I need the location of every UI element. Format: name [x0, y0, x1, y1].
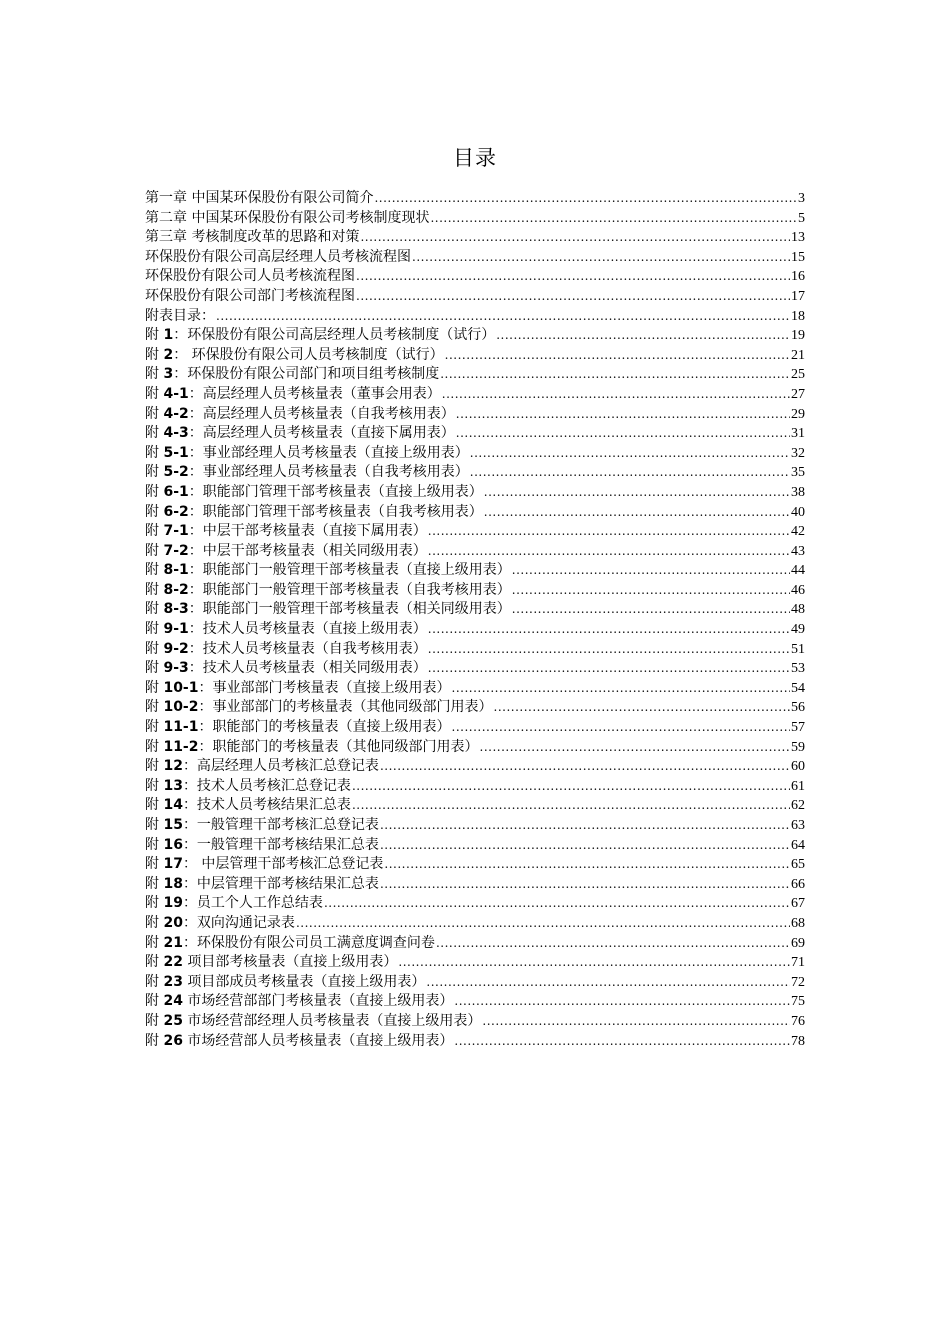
dot-leader [428, 659, 790, 679]
toc-entry-text: ：环保股份有限公司员工满意度调查问卷 [182, 934, 435, 951]
appendix-number: 11-2 [163, 738, 199, 755]
appendix-number: 7-2 [163, 542, 189, 559]
toc-page-number: 60 [791, 759, 805, 775]
toc-page-number: 35 [791, 465, 805, 481]
toc-entry-text: ：事业部部门的考核量表（其他同级部门用表） [198, 699, 493, 716]
toc-page-number: 32 [791, 445, 805, 461]
toc-entry-text: ：中层干部考核量表（相关同级用表） [188, 542, 427, 559]
toc-entry-text: ：技术人员考核结果汇总表 [182, 797, 351, 814]
toc-entry-text: ：高层经理人员考核量表（直接下属用表） [188, 425, 455, 442]
dot-leader [456, 405, 790, 425]
toc-entry[interactable] [145, 365, 805, 385]
appendix-prefix: 附 [145, 875, 164, 892]
toc-page-number: 69 [791, 935, 805, 951]
toc-page-number: 71 [791, 955, 805, 971]
toc-entry[interactable] [145, 346, 805, 366]
appendix-number: 16 [163, 836, 183, 853]
dot-leader [484, 503, 790, 523]
toc-entry-text: 市场经营部人员考核量表（直接上级用表） [182, 1032, 454, 1049]
toc-page-number: 31 [791, 426, 805, 442]
toc-entry[interactable] [145, 875, 805, 895]
toc-entry-text: ：一般管理干部考核汇总登记表 [182, 817, 379, 833]
toc-page-number: 13 [791, 230, 805, 246]
appendix-number: 2 [163, 346, 174, 363]
dot-leader [398, 953, 790, 973]
dot-leader [496, 326, 790, 346]
toc-entry[interactable] [145, 894, 805, 914]
toc-page-number: 18 [791, 308, 805, 324]
toc-entry[interactable] [145, 738, 805, 758]
toc-entry-text: ：职能部门的考核量表（直接上级用表） [198, 719, 451, 736]
dot-leader [452, 679, 791, 699]
toc-entry-text: ：环保股份有限公司部门和项目组考核制度 [173, 366, 440, 383]
appendix-number: 10-1 [163, 679, 199, 696]
appendix-prefix: 附 [145, 1032, 164, 1049]
toc-entry-label [145, 796, 351, 816]
toc-page-number: 25 [791, 367, 805, 383]
toc-entry[interactable] [145, 934, 805, 954]
toc-page-number: 17 [791, 288, 805, 304]
appendix-prefix: 附 [145, 758, 164, 775]
toc-page-number: 56 [791, 700, 805, 716]
toc-entry-text: ：事业部经理人员考核量表（自我考核用表） [188, 464, 469, 481]
appendix-number: 6-1 [163, 483, 189, 500]
dot-leader [384, 855, 790, 875]
toc-entry-text: 环保股份有限公司部门考核流程图 [145, 287, 355, 304]
toc-entry-label [145, 248, 411, 268]
toc-entry[interactable] [145, 796, 805, 816]
appendix-prefix: 附 [145, 464, 164, 481]
toc-entry-label [145, 738, 479, 758]
dot-leader [412, 248, 790, 268]
toc-page-number: 63 [791, 818, 805, 833]
toc-entry-text: 市场经营部部门考核量表（直接上级用表） [182, 993, 454, 1010]
appendix-prefix: 附 [145, 444, 164, 461]
appendix-number: 12 [163, 758, 183, 775]
toc-entry-label [145, 483, 483, 503]
toc-page-number: 64 [791, 837, 805, 853]
toc-entry-label [145, 600, 511, 620]
toc-entry[interactable] [145, 1032, 805, 1052]
appendix-prefix: 附 [145, 914, 164, 931]
toc-entry-label [145, 777, 351, 797]
toc-entry-label [145, 444, 469, 464]
toc-entry-label [145, 463, 469, 483]
toc-page-number: 57 [791, 720, 805, 736]
toc-entry-text: 项目部考核量表（直接上级用表） [182, 954, 398, 971]
dot-leader [380, 836, 790, 856]
appendix-prefix: 附 [145, 621, 164, 638]
toc-entry[interactable] [145, 287, 805, 307]
dot-leader [428, 620, 790, 640]
toc-page-number: 48 [791, 602, 805, 618]
toc-page-number: 66 [791, 876, 805, 892]
toc-entry-label [145, 209, 429, 229]
toc-page-number: 75 [791, 994, 805, 1010]
appendix-number: 4-1 [163, 385, 189, 402]
appendix-prefix: 附 [145, 346, 164, 363]
dot-leader [442, 385, 790, 405]
toc-entry-text: ：中层干部考核量表（直接下属用表） [188, 523, 427, 540]
toc-entry[interactable] [145, 561, 805, 581]
appendix-prefix: 附 [145, 699, 164, 716]
toc-page-number: 62 [791, 798, 805, 814]
toc-entry[interactable] [145, 659, 805, 679]
dot-leader [380, 816, 790, 836]
dot-leader [436, 934, 790, 954]
toc-entry[interactable] [145, 855, 805, 875]
appendix-number: 13 [163, 777, 183, 794]
dot-leader [494, 698, 791, 718]
toc-entry[interactable] [145, 816, 805, 836]
toc-list [145, 189, 805, 1051]
appendix-prefix: 附 [145, 817, 164, 833]
appendix-number: 1 [163, 327, 174, 344]
toc-entry-label [145, 542, 427, 562]
toc-entry[interactable] [145, 326, 805, 346]
dot-leader [356, 267, 790, 287]
toc-entry-text: ：职能部门的考核量表（其他同级部门用表） [198, 738, 479, 755]
dot-leader [324, 894, 790, 914]
toc-page-number: 44 [791, 563, 805, 579]
dot-leader [380, 757, 790, 777]
toc-entry-text: 环保股份有限公司高层经理人员考核流程图 [145, 248, 411, 265]
appendix-number: 17 [163, 856, 183, 873]
toc-entry[interactable] [145, 209, 805, 229]
appendix-prefix: 附 [145, 503, 164, 520]
appendix-number: 11-1 [163, 719, 199, 736]
toc-entry[interactable] [145, 620, 805, 640]
appendix-prefix: 附 [145, 405, 164, 422]
toc-entry[interactable] [145, 424, 805, 444]
toc-page-number: 68 [791, 915, 805, 931]
toc-entry[interactable] [145, 914, 805, 934]
toc-entry-label [145, 346, 444, 366]
toc-entry[interactable] [145, 542, 805, 562]
toc-entry-text: ：事业部部门考核量表（直接上级用表） [198, 679, 451, 696]
toc-entry[interactable] [145, 718, 805, 738]
appendix-prefix: 附 [145, 954, 164, 971]
appendix-number: 9-3 [163, 660, 189, 677]
toc-entry[interactable] [145, 228, 805, 248]
appendix-prefix: 附 [145, 777, 164, 794]
appendix-prefix: 附 [145, 895, 164, 912]
toc-page-number: 38 [791, 484, 805, 500]
appendix-number: 5-1 [163, 444, 189, 461]
toc-entry-label [145, 267, 355, 287]
appendix-number: 15 [163, 817, 183, 833]
toc-entry-text: ：事业部经理人员考核量表（直接上级用表） [188, 444, 469, 461]
toc-entry[interactable] [145, 581, 805, 601]
toc-entry-label [145, 875, 379, 895]
toc-entry-text: 附表目录： [145, 307, 215, 324]
toc-entry-text: ：高层经理人员考核量表（自我考核用表） [188, 405, 455, 422]
toc-entry-label [145, 992, 453, 1012]
toc-entry-label [145, 424, 455, 444]
appendix-number: 8-3 [163, 601, 189, 618]
toc-page-number: 61 [791, 778, 805, 794]
toc-entry[interactable] [145, 405, 805, 425]
appendix-prefix: 附 [145, 542, 164, 559]
toc-entry-text: ：职能部门管理干部考核量表（自我考核用表） [188, 503, 483, 520]
appendix-prefix: 附 [145, 601, 164, 618]
toc-entry-label [145, 659, 427, 679]
appendix-prefix: 附 [145, 738, 164, 755]
dot-leader [512, 561, 790, 581]
toc-entry[interactable] [145, 189, 805, 209]
toc-entry[interactable] [145, 836, 805, 856]
appendix-number: 24 [163, 993, 183, 1010]
appendix-prefix: 附 [145, 836, 164, 853]
appendix-number: 23 [163, 973, 183, 990]
appendix-prefix: 附 [145, 797, 164, 814]
toc-entry-label [145, 973, 425, 993]
toc-entry[interactable] [145, 973, 805, 993]
toc-page-number: 27 [791, 386, 805, 402]
toc-entry[interactable] [145, 992, 805, 1012]
toc-page-number: 19 [791, 328, 805, 344]
toc-page-number: 5 [798, 210, 805, 226]
toc-page-number: 78 [791, 1033, 805, 1049]
dot-leader [484, 483, 790, 503]
toc-page-number: 29 [791, 406, 805, 422]
toc-page-number: 49 [791, 622, 805, 638]
appendix-number: 6-2 [163, 503, 189, 520]
appendix-number: 8-2 [163, 581, 189, 598]
dot-leader [456, 424, 790, 444]
toc-entry-label [145, 326, 495, 346]
appendix-prefix: 附 [145, 385, 164, 402]
toc-entry-text: ：技术人员考核量表（直接上级用表） [188, 621, 427, 638]
toc-page-number: 72 [791, 974, 805, 990]
toc-entry[interactable] [145, 640, 805, 660]
toc-page-number: 3 [798, 191, 805, 206]
toc-page-number: 43 [791, 543, 805, 559]
toc-page-number: 46 [791, 582, 805, 598]
appendix-number: 9-1 [163, 621, 189, 638]
appendix-number: 3 [163, 366, 174, 383]
toc-entry[interactable] [145, 698, 805, 718]
toc-entry-text: ： 中层管理干部考核汇总登记表 [182, 856, 384, 873]
dot-leader [452, 718, 791, 738]
toc-entry[interactable] [145, 463, 805, 483]
appendix-prefix: 附 [145, 425, 164, 442]
toc-entry[interactable] [145, 483, 805, 503]
toc-entry-label [145, 522, 427, 542]
toc-entry[interactable] [145, 522, 805, 542]
appendix-prefix: 附 [145, 719, 164, 736]
toc-entry-label [145, 757, 379, 777]
dot-leader [296, 914, 790, 934]
dot-leader [374, 189, 797, 209]
toc-entry-label [145, 189, 373, 209]
dot-leader [454, 992, 790, 1012]
dot-leader [380, 875, 790, 895]
appendix-prefix: 附 [145, 993, 164, 1010]
toc-entry-text: ：职能部门一般管理干部考核量表（自我考核用表） [188, 581, 511, 598]
toc-entry[interactable] [145, 248, 805, 268]
toc-entry-label [145, 698, 493, 718]
appendix-prefix: 附 [145, 366, 164, 383]
toc-page-number: 15 [791, 249, 805, 265]
appendix-number: 4-3 [163, 425, 189, 442]
toc-entry-label [145, 228, 359, 248]
toc-entry-label [145, 640, 427, 660]
toc-entry-label [145, 405, 455, 425]
appendix-prefix: 附 [145, 523, 164, 540]
toc-entry-label [145, 581, 511, 601]
dot-leader [440, 365, 790, 385]
dot-leader [430, 209, 797, 229]
appendix-number: 9-2 [163, 640, 189, 657]
toc-entry-text: ：技术人员考核量表（自我考核用表） [188, 640, 427, 657]
toc-entry-label [145, 953, 397, 973]
toc-entry-label [145, 934, 435, 954]
appendix-number: 10-2 [163, 699, 199, 716]
toc-entry[interactable] [145, 267, 805, 287]
toc-title: 目录 [453, 146, 497, 170]
toc-entry-text: ：技术人员考核量表（相关同级用表） [188, 660, 427, 677]
toc-entry-text: 市场经营部经理人员考核量表（直接上级用表） [182, 1012, 482, 1029]
appendix-number: 20 [163, 914, 183, 931]
toc-entry-text: ： 环保股份有限公司人员考核制度（试行） [173, 346, 444, 363]
toc-page-number: 16 [791, 269, 805, 285]
toc-entry-label [145, 1012, 481, 1032]
toc-entry-text: 环保股份有限公司人员考核流程图 [145, 268, 355, 285]
toc-entry[interactable] [145, 385, 805, 405]
appendix-prefix: 附 [145, 327, 164, 344]
toc-entry-label [145, 836, 379, 856]
toc-page-number: 21 [791, 347, 805, 363]
toc-entry-label [145, 620, 427, 640]
toc-entry-text: ：职能部门管理干部考核量表（直接上级用表） [188, 483, 483, 500]
toc-entry-text: ：中层管理干部考核结果汇总表 [182, 875, 379, 892]
dot-leader [445, 346, 790, 366]
toc-entry-label [145, 894, 323, 914]
toc-entry-label [145, 307, 215, 327]
toc-page-number: 54 [791, 680, 805, 696]
appendix-number: 19 [163, 895, 183, 912]
toc-entry-text: ：员工个人工作总结表 [182, 895, 323, 912]
appendix-number: 4-2 [163, 405, 189, 422]
toc-entry-label [145, 855, 383, 875]
toc-entry-text: ：高层经理人员考核量表（董事会用表） [188, 385, 441, 402]
toc-entry-label [145, 679, 451, 699]
appendix-number: 25 [163, 1012, 183, 1029]
toc-page-number: 40 [791, 504, 805, 520]
toc-entry-label [145, 718, 451, 738]
toc-page-number: 76 [791, 1013, 805, 1029]
appendix-prefix: 附 [145, 640, 164, 657]
dot-leader [428, 640, 790, 660]
toc-entry[interactable] [145, 307, 805, 327]
toc-entry[interactable] [145, 444, 805, 464]
toc-entry-text: 第三章 考核制度改革的思路和对策 [145, 229, 360, 246]
dot-leader [470, 444, 790, 464]
toc-entry-label [145, 287, 355, 307]
toc-page-number: 67 [791, 896, 805, 912]
toc-page-number: 59 [791, 739, 805, 755]
toc-entry[interactable] [145, 1012, 805, 1032]
toc-entry-text: 项目部成员考核量表（直接上级用表） [182, 973, 426, 990]
appendix-prefix: 附 [145, 562, 164, 579]
appendix-prefix: 附 [145, 1012, 164, 1029]
toc-entry-label [145, 365, 439, 385]
appendix-prefix: 附 [145, 581, 164, 598]
dot-leader [216, 307, 790, 327]
toc-entry[interactable] [145, 953, 805, 973]
toc-entry-label [145, 503, 483, 523]
dot-leader [454, 1032, 790, 1052]
toc-entry-label [145, 385, 441, 405]
dot-leader [426, 973, 790, 993]
appendix-number: 26 [163, 1032, 183, 1049]
appendix-number: 5-2 [163, 464, 189, 481]
toc-entry-text: ：双向沟通记录表 [182, 914, 295, 931]
toc-entry-label [145, 816, 379, 836]
dot-leader [360, 228, 790, 248]
dot-leader [470, 463, 790, 483]
dot-leader [428, 522, 790, 542]
dot-leader [512, 600, 790, 620]
toc-entry[interactable] [145, 503, 805, 523]
appendix-number: 21 [163, 934, 183, 951]
appendix-number: 22 [163, 954, 183, 971]
toc-entry-text: ：高层经理人员考核汇总登记表 [182, 758, 379, 775]
toc-page-number: 53 [791, 661, 805, 677]
appendix-prefix: 附 [145, 679, 164, 696]
toc-entry-label [145, 914, 295, 934]
appendix-number: 8-1 [163, 562, 189, 579]
appendix-number: 14 [163, 797, 183, 814]
appendix-prefix: 附 [145, 856, 164, 873]
toc-entry[interactable] [145, 679, 805, 699]
appendix-prefix: 附 [145, 483, 164, 500]
dot-leader [352, 777, 790, 797]
toc-entry-label [145, 561, 511, 581]
dot-leader [356, 287, 790, 307]
toc-entry[interactable] [145, 777, 805, 797]
appendix-number: 18 [163, 875, 183, 892]
appendix-prefix: 附 [145, 934, 164, 951]
toc-entry-text: ：一般管理干部考核结果汇总表 [182, 836, 379, 853]
dot-leader [352, 796, 790, 816]
dot-leader [428, 542, 790, 562]
dot-leader [480, 738, 791, 758]
toc-page-number: 65 [791, 857, 805, 873]
appendix-prefix: 附 [145, 660, 164, 677]
toc-entry-text: 第一章 中国某环保股份有限公司简介 [145, 190, 374, 206]
toc-entry-label [145, 1032, 453, 1052]
toc-entry-text: ：职能部门一般管理干部考核量表（相关同级用表） [188, 601, 511, 618]
toc-entry-text: ：技术人员考核汇总登记表 [182, 777, 351, 794]
toc-entry-text: ：环保股份有限公司高层经理人员考核制度（试行） [173, 327, 496, 344]
dot-leader [512, 581, 790, 601]
toc-page-number: 42 [791, 524, 805, 540]
toc-entry[interactable] [145, 757, 805, 777]
appendix-number: 7-1 [163, 523, 189, 540]
dot-leader [482, 1012, 790, 1032]
toc-entry-text: 第二章 中国某环保股份有限公司考核制度现状 [145, 209, 430, 226]
toc-entry[interactable] [145, 600, 805, 620]
appendix-prefix: 附 [145, 973, 164, 990]
toc-entry-text: ：职能部门一般管理干部考核量表（直接上级用表） [188, 562, 511, 579]
toc-page-number: 51 [791, 641, 805, 657]
